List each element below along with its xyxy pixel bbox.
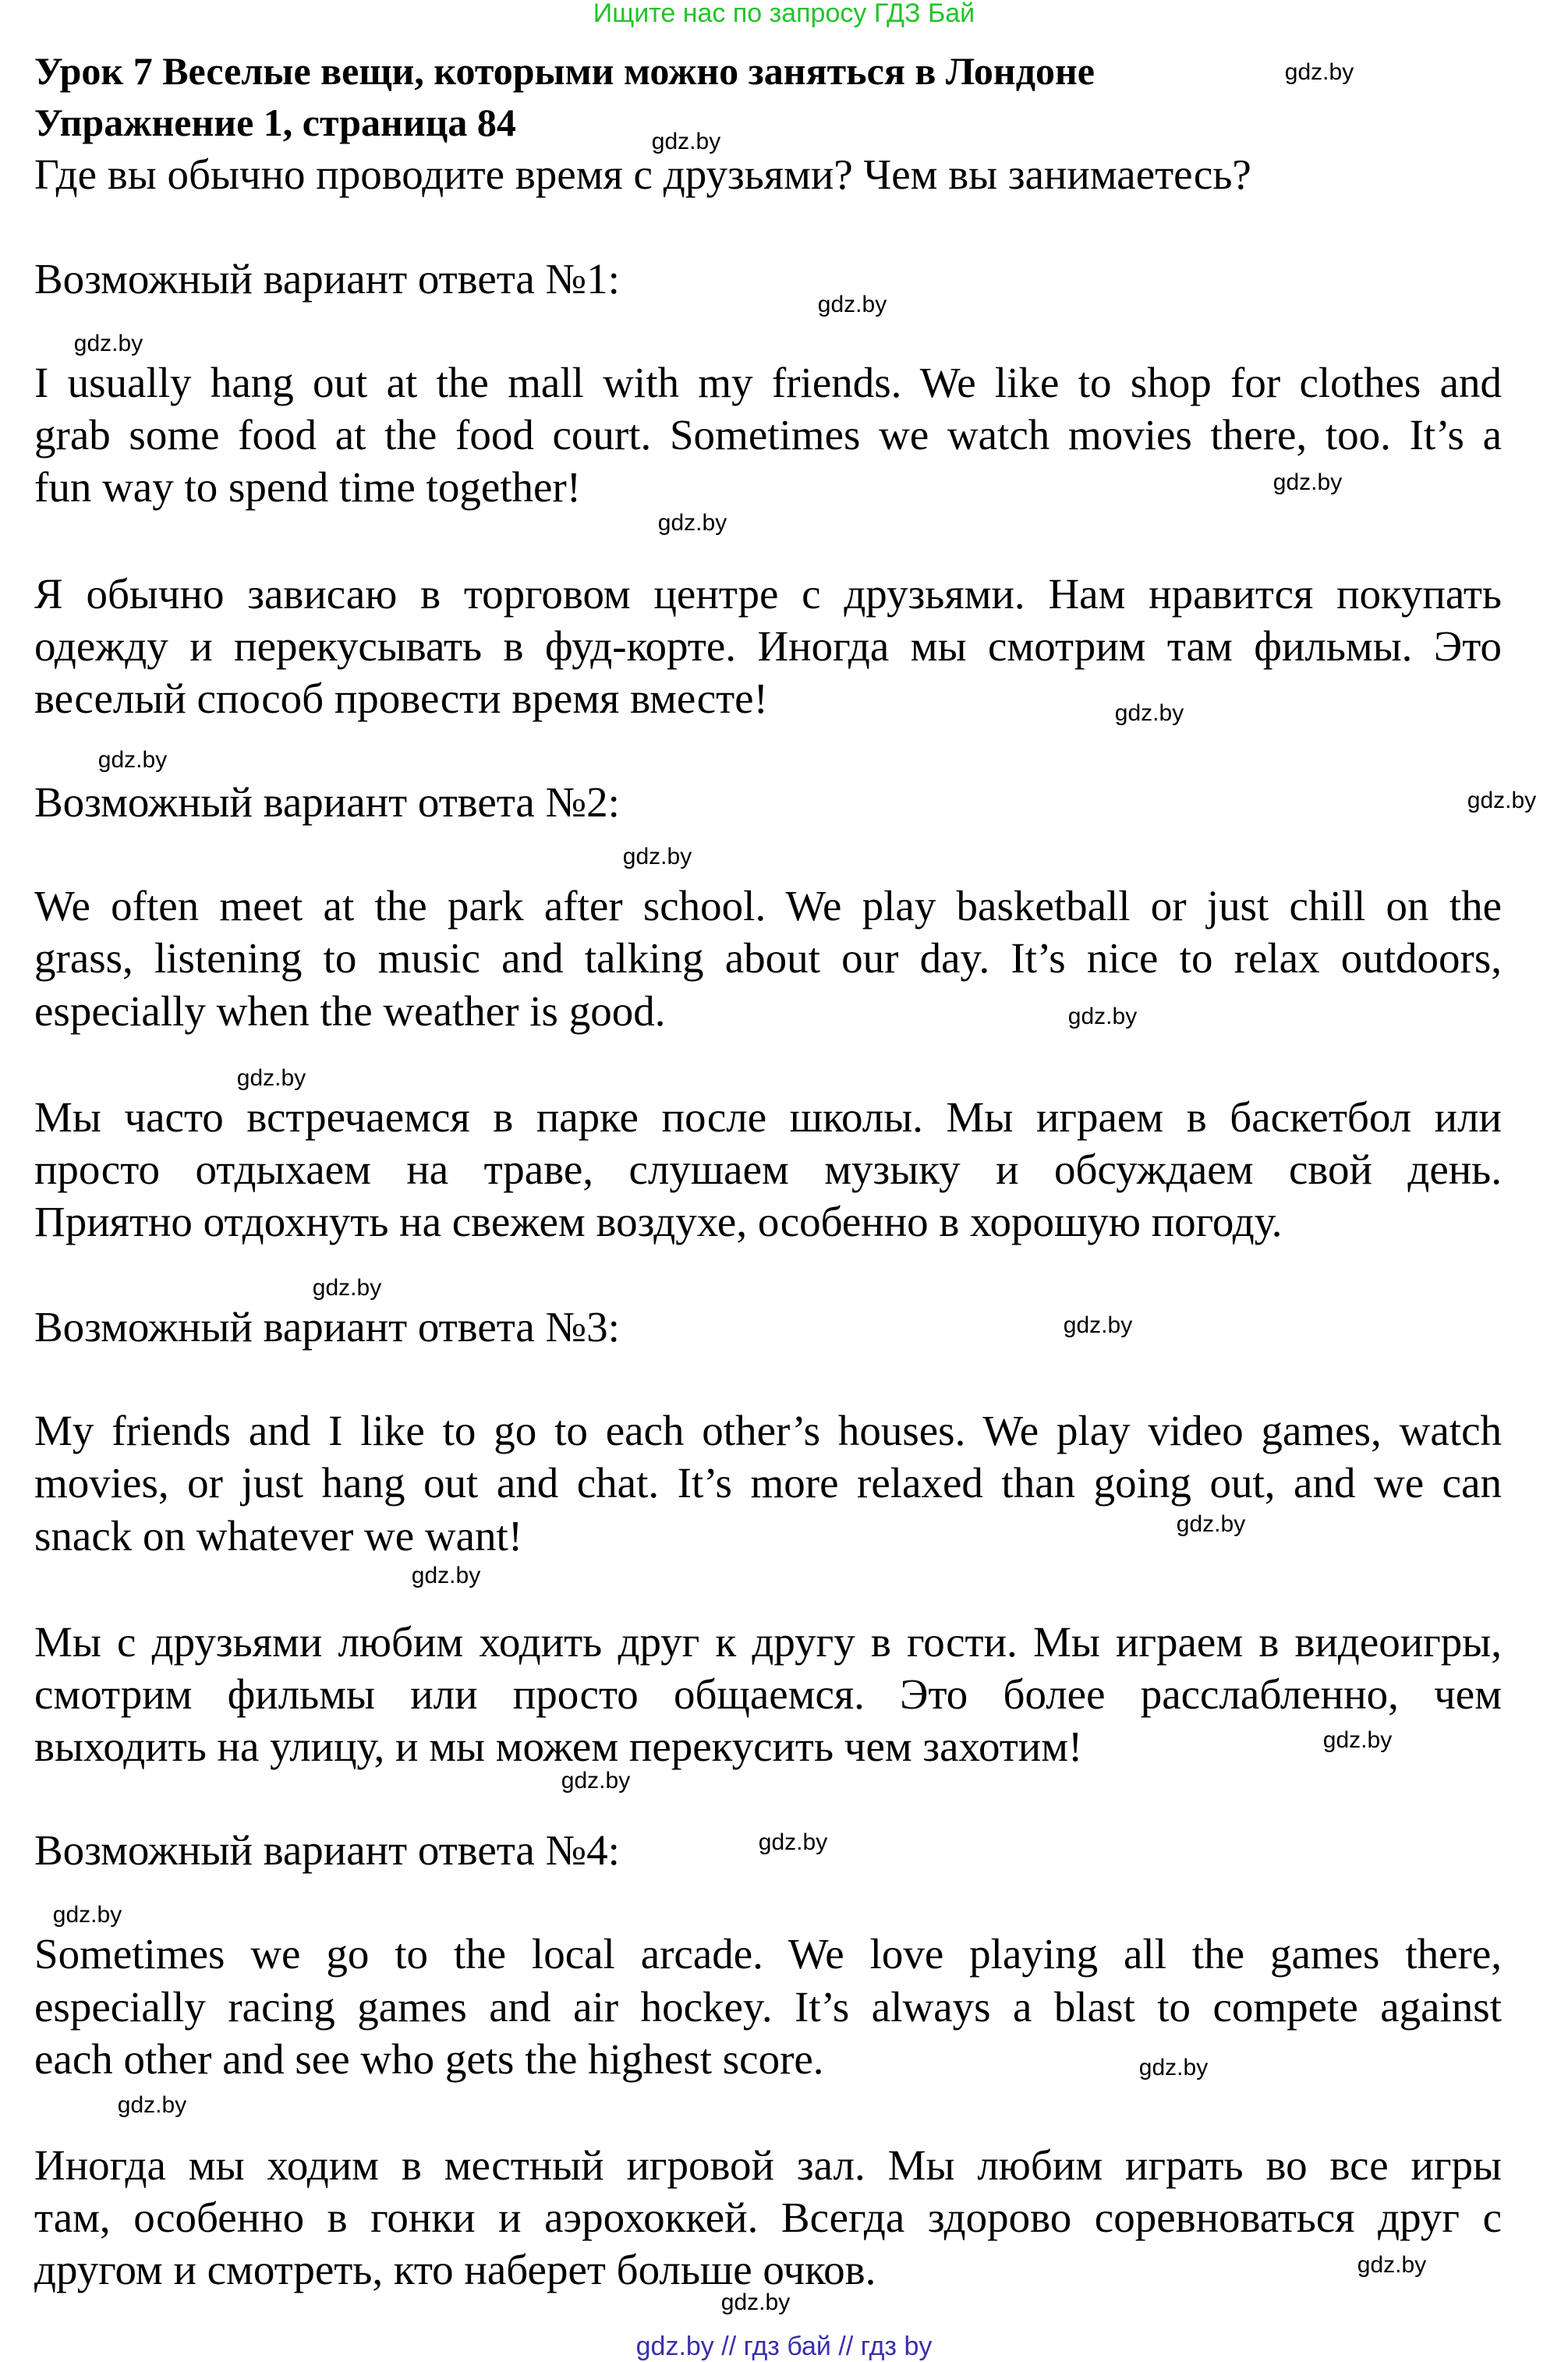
english-answer-line: We often meet at the park after school. We play basketball or just chill on the [34, 882, 1502, 930]
exercise-title: Упражнение 1, страница 84 [34, 101, 516, 144]
watermark: gdz.by [1272, 469, 1343, 495]
watermark: gdz.by [758, 1829, 828, 1855]
watermark: gdz.by [52, 1902, 122, 1928]
watermark: gdz.by [1067, 1004, 1138, 1029]
english-answer-line: My friends and I like to go to each other’s houses. We play video games, watch [34, 1407, 1502, 1454]
russian-translation-line: веселый способ провести время вместе! [34, 675, 768, 722]
english-answer-line: especially racing games and air hockey. It’s always a blast to compete against [34, 1983, 1502, 2031]
watermark: gdz.by [117, 2092, 187, 2118]
watermark: gdz.by [720, 2289, 791, 2315]
russian-translation-line: Я обычно зависаю в торговом центре с друзьями. Нам нравится покупать [34, 570, 1502, 618]
watermark: gdz.by [97, 747, 168, 773]
watermark: gdz.by [1063, 1312, 1133, 1338]
russian-translation-line: Мы с друзьями любим ходить друг к другу в гости. Мы играем в видеоигры, [34, 1618, 1502, 1666]
russian-translation-line: одежду и перекусывать в фуд-корте. Иногда мы смотрим там фильмы. Это [34, 622, 1502, 670]
russian-translation-line: просто отдыхаем на траве, слушаем музыку и обсуждаем свой день. [34, 1146, 1502, 1193]
watermark: gdz.by [1176, 1511, 1246, 1537]
english-answer-line: fun way to spend time together! [34, 463, 582, 511]
russian-translation-line: Приятно отдохнуть на свежем воздухе, особенно в хорошую погоду. [34, 1198, 1283, 1245]
russian-translation-line: смотрим фильмы или просто общаемся. Это более расслабленно, чем [34, 1670, 1502, 1718]
watermark: gdz.by [1284, 59, 1354, 85]
russian-translation-line: Мы часто встречаемся в парке после школы. Мы играем в баскетбол или [34, 1093, 1502, 1141]
lesson-title: Урок 7 Веселые вещи, которыми можно заняться в Лондоне [34, 49, 1095, 93]
answer-variant-label: Возможный вариант ответа №2: [34, 778, 620, 826]
russian-translation-line: выходить на улицу, и мы можем перекусить чем захотим! [34, 1723, 1083, 1770]
answer-variant-label: Возможный вариант ответа №4: [34, 1826, 620, 1874]
watermark: gdz.by [411, 1563, 481, 1588]
english-answer-line: I usually hang out at the mall with my friends. We like to shop for clothes and [34, 359, 1502, 406]
english-answer-line: especially when the weather is good. [34, 987, 666, 1035]
watermark: gdz.by [73, 331, 143, 356]
watermark: gdz.by [622, 844, 692, 869]
watermark: gdz.by [1467, 788, 1537, 813]
english-answer-line: grab some food at the food court. Sometimes we watch movies there, too. It’s a [34, 411, 1502, 459]
english-answer-line: snack on whatever we want! [34, 1512, 523, 1560]
russian-translation-line: другом и смотреть, кто наберет больше очков. [34, 2246, 876, 2293]
watermark: gdz.by [1322, 1727, 1393, 1753]
english-answer-line: each other and see who gets the highest score. [34, 2035, 824, 2083]
watermark: gdz.by [561, 1768, 631, 1794]
watermark: gdz.by [312, 1275, 382, 1301]
answer-variant-label: Возможный вариант ответа №3: [34, 1303, 620, 1351]
watermark: gdz.by [236, 1065, 306, 1091]
watermark: gdz.by [817, 292, 887, 317]
russian-translation-line: Иногда мы ходим в местный игровой зал. Мы любим играть во все игры [34, 2141, 1502, 2189]
watermark: gdz.by [651, 129, 721, 154]
english-answer-line: grass, listening to music and talking about our day. It’s nice to relax outdoors, [34, 934, 1502, 982]
answer-variant-label: Возможный вариант ответа №1: [34, 255, 620, 303]
watermark: gdz.by [1138, 2055, 1209, 2080]
watermark: gdz.by [1357, 2252, 1427, 2278]
watermark: gdz.by [657, 510, 727, 536]
russian-translation-line: там, особенно в гонки и аэрохоккей. Всегда здорово соревноваться друг с [34, 2194, 1502, 2241]
english-answer-line: movies, or just hang out and chat. It’s more relaxed than going out, and we can [34, 1459, 1502, 1507]
english-answer-line: Sometimes we go to the local arcade. We love playing all the games there, [34, 1930, 1502, 1978]
search-hint-banner: Ищите нас по запросу ГДЗ Бай [593, 0, 975, 28]
footer-watermark: gdz.by // гдз бай // гдз by [635, 2332, 933, 2361]
question-text: Где вы обычно проводите время с друзьями? Чем вы занимаетесь? [34, 151, 1251, 198]
watermark: gdz.by [1114, 700, 1184, 726]
